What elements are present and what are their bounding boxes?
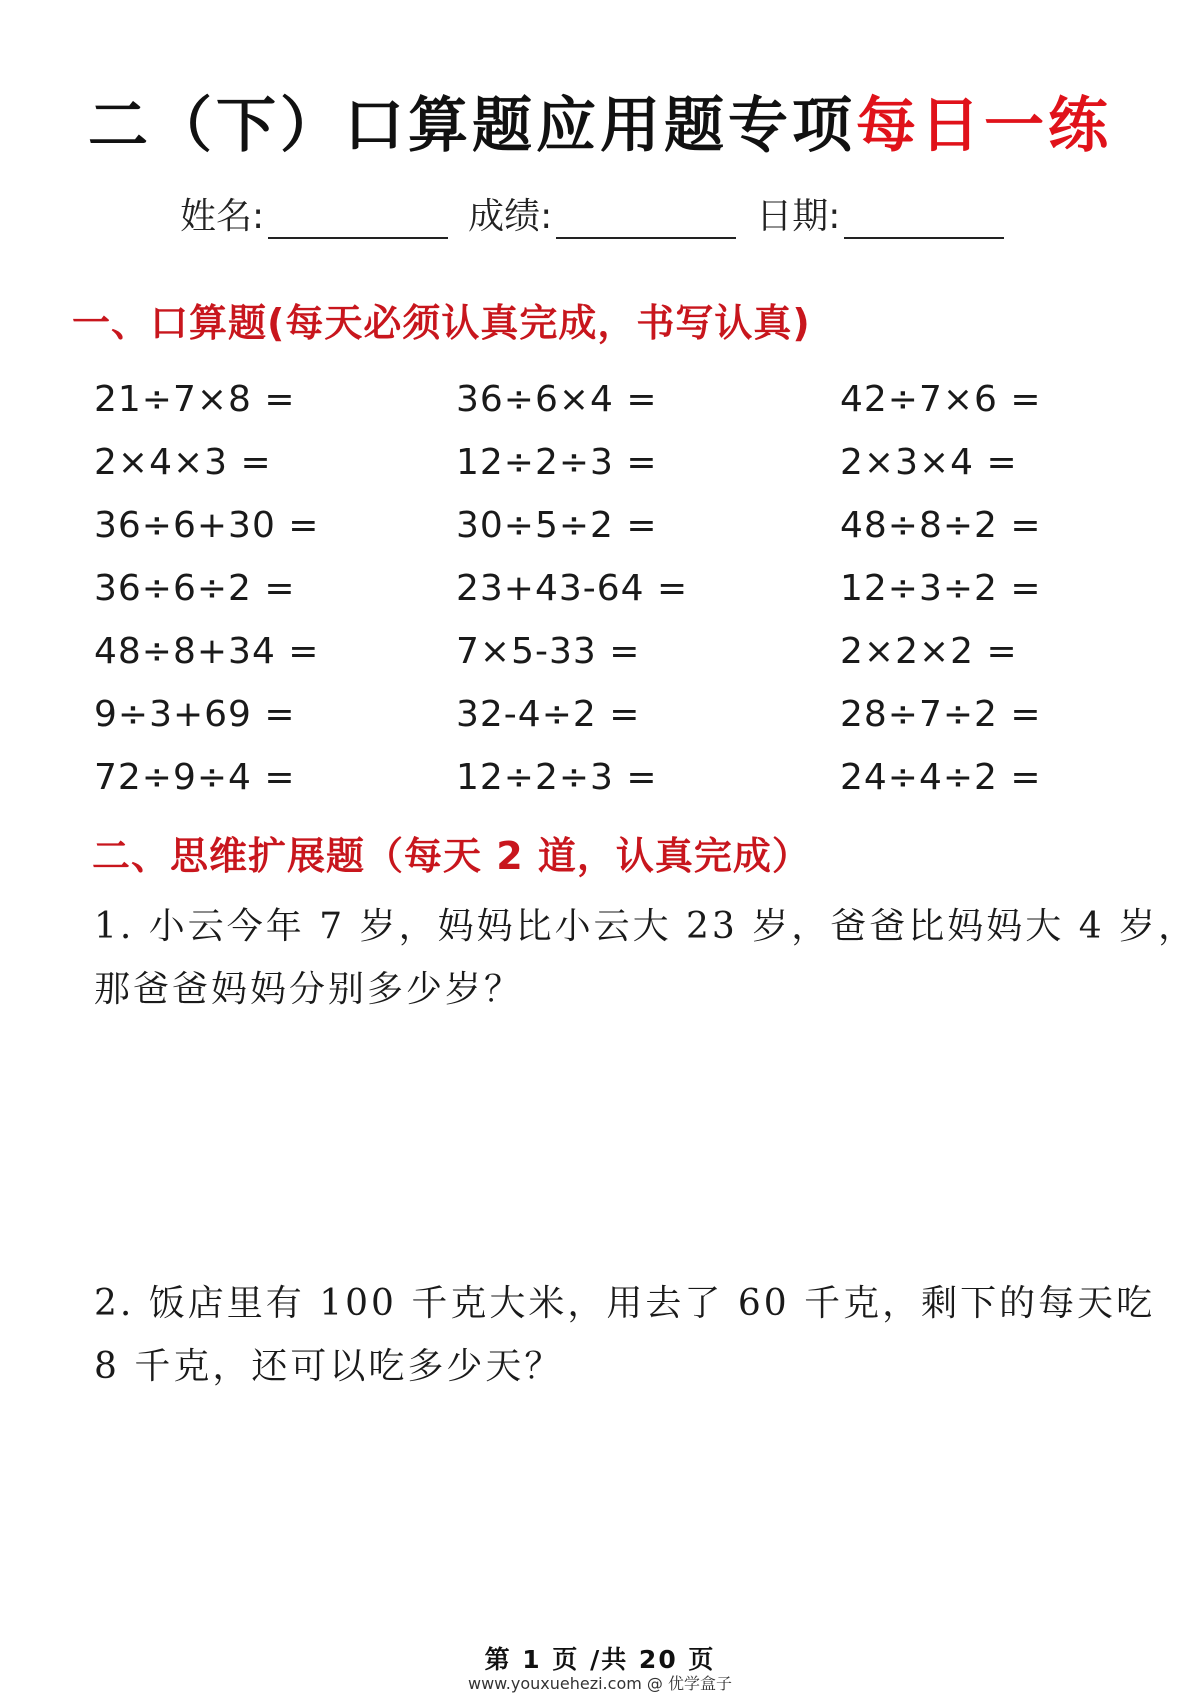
- date-field: [756, 188, 1004, 239]
- calc-item: 36÷6+30 =: [94, 505, 320, 546]
- score-label: 成绩:: [468, 196, 553, 237]
- name-field: [180, 188, 448, 239]
- calc-item: 42÷7×6 =: [840, 379, 1042, 420]
- problem-line: 2. 饭店里有 100 千克大米，用去了 60 千克，剩下的每天吃: [94, 1283, 1156, 1324]
- calc-item: 2×3×4 =: [840, 442, 1018, 483]
- problem-line: 那爸爸妈妈分别多少岁？: [94, 969, 524, 1010]
- page-indicator: 第 1 页 /共 20 页: [484, 1645, 716, 1674]
- calc-item: 9÷3+69 =: [94, 694, 296, 735]
- score-field: [468, 188, 736, 239]
- page-title: [0, 78, 1200, 164]
- calc-item: 12÷3÷2 =: [840, 568, 1042, 609]
- date-blank[interactable]: [844, 207, 1004, 239]
- calc-item: 24÷4÷2 =: [840, 757, 1042, 798]
- problem-line: 1. 小云今年 7 岁，妈妈比小云大 23 岁，爸爸比妈妈大 4 岁，: [94, 906, 1198, 947]
- name-blank[interactable]: [268, 207, 448, 239]
- mental-math-grid: [94, 368, 1114, 809]
- section-heading-mental-math: 一、口算题(每天必须认真完成，书写认真): [72, 301, 811, 345]
- calc-item: 48÷8+34 =: [94, 631, 320, 672]
- calc-item: 72÷9÷4 =: [94, 757, 296, 798]
- title-main: 二（下）口算题应用题专项: [88, 91, 856, 161]
- score-blank[interactable]: [556, 207, 736, 239]
- calc-item: 32-4÷2 =: [456, 694, 641, 735]
- calc-item: 36÷6÷2 =: [94, 568, 296, 609]
- section-heading-word-problems: 二、思维扩展题（每天 2 道，认真完成）: [92, 834, 811, 878]
- calc-item: 7×5-33 =: [456, 631, 641, 672]
- date-label: 日期:: [756, 196, 841, 237]
- calc-item: 12÷2÷3 =: [456, 442, 658, 483]
- word-problem-1: [94, 895, 1198, 1021]
- word-problem-2: [94, 1272, 1156, 1398]
- title-accent: 每日一练: [856, 91, 1112, 161]
- calc-item: 28÷7÷2 =: [840, 694, 1042, 735]
- calc-item: 23+43-64 =: [456, 568, 689, 609]
- student-info-row: [180, 188, 1040, 239]
- calc-item: 30÷5÷2 =: [456, 505, 658, 546]
- calc-item: 12÷2÷3 =: [456, 757, 658, 798]
- calc-item: 36÷6×4 =: [456, 379, 658, 420]
- site-watermark: www.youxuehezi.com @ 优学盒子: [468, 1674, 732, 1693]
- name-label: 姓名:: [180, 196, 265, 237]
- problem-line: 8 千克，还可以吃多少天？: [94, 1346, 564, 1387]
- calc-item: 21÷7×8 =: [94, 379, 296, 420]
- calc-item: 2×4×3 =: [94, 442, 272, 483]
- calc-item: 2×2×2 =: [840, 631, 1018, 672]
- calc-item: 48÷8÷2 =: [840, 505, 1042, 546]
